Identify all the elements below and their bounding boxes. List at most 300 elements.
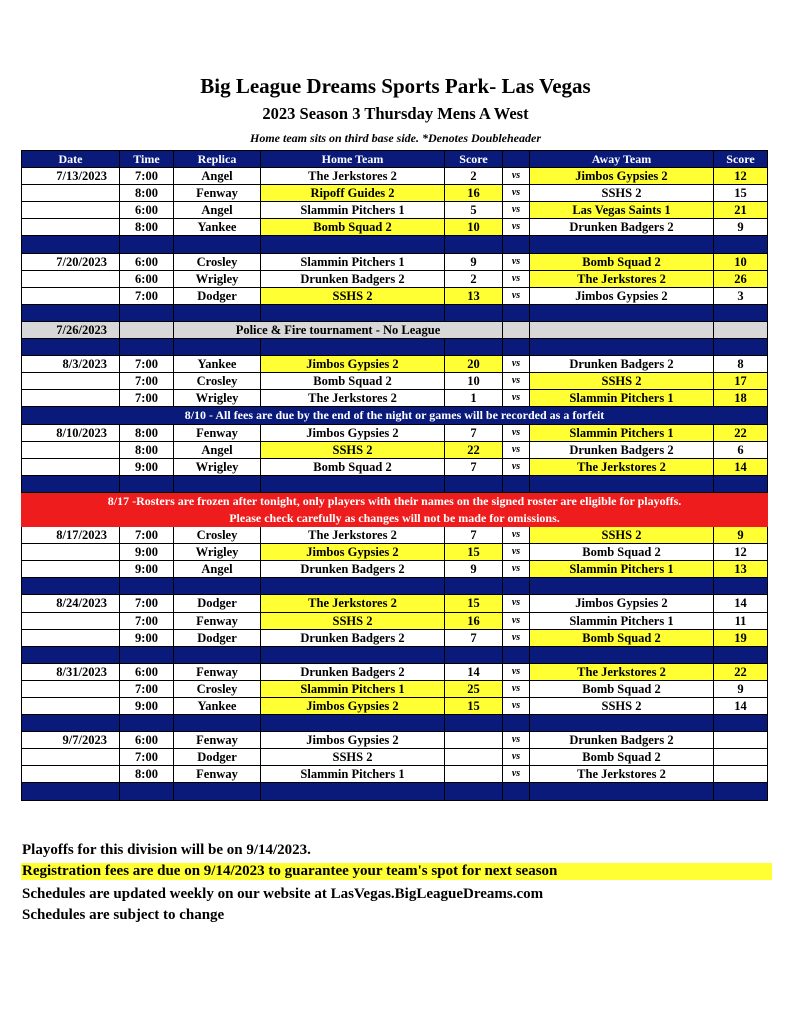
game-date (22, 458, 120, 475)
game-replica-field: Wrigley (174, 270, 261, 287)
separator-cell (714, 715, 768, 732)
separator-cell (714, 646, 768, 663)
page-subtitle: 2023 Season 3 Thursday Mens A West (262, 104, 529, 123)
game-time: 8:00 (120, 424, 174, 441)
away-team: Jimbos Gypsies 2 (530, 168, 714, 185)
home-score: 2 (445, 270, 503, 287)
vs-label: vs (503, 663, 530, 680)
home-team: SSHS 2 (261, 441, 445, 458)
column-header-home-score: Score (445, 151, 503, 168)
game-replica-field: Crosley (174, 253, 261, 270)
separator-cell (120, 475, 174, 492)
separator-cell (530, 715, 714, 732)
separator-cell (174, 578, 261, 595)
game-date (22, 287, 120, 304)
separator-cell (174, 646, 261, 663)
notice-cell (120, 321, 174, 338)
game-row (22, 561, 768, 578)
away-team: Jimbos Gypsies 2 (530, 595, 714, 612)
game-replica-field: Fenway (174, 732, 261, 749)
separator-cell (503, 715, 530, 732)
away-team: SSHS 2 (530, 527, 714, 544)
home-score: 16 (445, 185, 503, 202)
separator-cell (120, 236, 174, 253)
separator-cell (445, 236, 503, 253)
game-replica-field: Fenway (174, 424, 261, 441)
separator-cell (22, 304, 120, 321)
game-date: 8/10/2023 (22, 424, 120, 441)
home-score: 13 (445, 287, 503, 304)
game-replica-field: Wrigley (174, 544, 261, 561)
home-score: 9 (445, 561, 503, 578)
home-score: 14 (445, 663, 503, 680)
game-row (22, 612, 768, 629)
game-row (22, 595, 768, 612)
separator-cell (530, 646, 714, 663)
game-row (22, 629, 768, 646)
separator-cell (261, 304, 445, 321)
away-team: Bomb Squad 2 (530, 544, 714, 561)
vs-label: vs (503, 732, 530, 749)
game-time: 9:00 (120, 544, 174, 561)
away-score: 17 (714, 373, 768, 390)
separator-cell (530, 783, 714, 800)
away-score: 9 (714, 680, 768, 697)
game-row (22, 680, 768, 697)
column-header-time: Time (120, 151, 174, 168)
game-replica-field: Wrigley (174, 390, 261, 407)
notice-date: 7/26/2023 (22, 321, 120, 338)
game-replica-field: Crosley (174, 680, 261, 697)
game-date (22, 766, 120, 783)
separator-cell (22, 475, 120, 492)
home-team: Drunken Badgers 2 (261, 663, 445, 680)
home-score: 7 (445, 458, 503, 475)
away-team: The Jerkstores 2 (530, 766, 714, 783)
vs-label: vs (503, 287, 530, 304)
vs-label: vs (503, 219, 530, 236)
home-team: Slammin Pitchers 1 (261, 680, 445, 697)
roster-alert-row (22, 492, 768, 509)
home-team: Slammin Pitchers 1 (261, 202, 445, 219)
game-time: 7:00 (120, 287, 174, 304)
column-header-replica: Replica (174, 151, 261, 168)
home-team: Drunken Badgers 2 (261, 561, 445, 578)
vs-label: vs (503, 424, 530, 441)
game-row (22, 373, 768, 390)
separator-cell (714, 475, 768, 492)
game-replica-field: Angel (174, 441, 261, 458)
separator-cell (445, 646, 503, 663)
vs-label: vs (503, 390, 530, 407)
separator-cell (530, 304, 714, 321)
fee-notice-row (22, 407, 768, 424)
game-time: 8:00 (120, 185, 174, 202)
column-header-home-team: Home Team (261, 151, 445, 168)
game-date (22, 390, 120, 407)
home-score: 25 (445, 680, 503, 697)
separator-cell (714, 578, 768, 595)
game-row (22, 663, 768, 680)
game-replica-field: Yankee (174, 219, 261, 236)
change-note: Schedules are subject to change (22, 907, 225, 923)
home-team: Jimbos Gypsies 2 (261, 424, 445, 441)
website-note: Schedules are updated weekly on our website at LasVegas.BigLeagueDreams.com (22, 886, 544, 902)
game-time: 9:00 (120, 698, 174, 715)
away-score: 10 (714, 253, 768, 270)
roster-alert-text: 8/17 -Rosters are frozen after tonight, only players with their names on the signed roster are eligible for playoffs. (22, 492, 768, 509)
away-score: 9 (714, 219, 768, 236)
vs-label: vs (503, 185, 530, 202)
separator-cell (714, 236, 768, 253)
game-row (22, 253, 768, 270)
game-time: 7:00 (120, 612, 174, 629)
away-score: 22 (714, 424, 768, 441)
home-team: Jimbos Gypsies 2 (261, 698, 445, 715)
separator-cell (22, 783, 120, 800)
separator-cell (714, 783, 768, 800)
game-replica-field: Angel (174, 168, 261, 185)
separator-cell (261, 715, 445, 732)
separator-cell (261, 646, 445, 663)
game-time: 8:00 (120, 441, 174, 458)
away-score: 14 (714, 698, 768, 715)
game-row (22, 544, 768, 561)
game-replica-field: Angel (174, 561, 261, 578)
home-score: 20 (445, 356, 503, 373)
separator-cell (503, 475, 530, 492)
game-replica-field: Fenway (174, 185, 261, 202)
away-score: 22 (714, 663, 768, 680)
home-team: The Jerkstores 2 (261, 527, 445, 544)
separator-cell (714, 304, 768, 321)
home-score (445, 749, 503, 766)
separator-cell (445, 715, 503, 732)
away-team: Slammin Pitchers 1 (530, 390, 714, 407)
away-team: Slammin Pitchers 1 (530, 561, 714, 578)
game-row (22, 732, 768, 749)
away-team: Drunken Badgers 2 (530, 356, 714, 373)
registration-note: Registration fees are due on 9/14/2023 to guarantee your team's spot for next season (21, 863, 772, 880)
away-score: 3 (714, 287, 768, 304)
away-score: 13 (714, 561, 768, 578)
separator-cell (445, 783, 503, 800)
home-team: Ripoff Guides 2 (261, 185, 445, 202)
game-replica-field: Fenway (174, 663, 261, 680)
game-row (22, 185, 768, 202)
vs-label: vs (503, 595, 530, 612)
separator-cell (22, 236, 120, 253)
home-score: 1 (445, 390, 503, 407)
game-replica-field: Angel (174, 202, 261, 219)
away-score: 14 (714, 458, 768, 475)
separator-cell (261, 236, 445, 253)
home-team: SSHS 2 (261, 612, 445, 629)
away-score: 21 (714, 202, 768, 219)
game-date (22, 749, 120, 766)
away-score: 26 (714, 270, 768, 287)
separator-cell (120, 304, 174, 321)
separator-cell (445, 578, 503, 595)
game-replica-field: Fenway (174, 612, 261, 629)
away-score: 12 (714, 544, 768, 561)
home-team: The Jerkstores 2 (261, 595, 445, 612)
game-replica-field: Crosley (174, 373, 261, 390)
game-replica-field: Dodger (174, 749, 261, 766)
game-time: 6:00 (120, 202, 174, 219)
separator-cell (174, 475, 261, 492)
separator-cell (261, 475, 445, 492)
separator-cell (120, 783, 174, 800)
separator-cell (22, 646, 120, 663)
home-team: Slammin Pitchers 1 (261, 253, 445, 270)
away-team: SSHS 2 (530, 373, 714, 390)
separator-cell (503, 339, 530, 356)
vs-label: vs (503, 561, 530, 578)
away-team: The Jerkstores 2 (530, 663, 714, 680)
game-date (22, 561, 120, 578)
home-score (445, 732, 503, 749)
away-team: Jimbos Gypsies 2 (530, 287, 714, 304)
schedule-table (21, 150, 768, 801)
game-row (22, 766, 768, 783)
game-row (22, 168, 768, 185)
vs-label: vs (503, 253, 530, 270)
away-team: Bomb Squad 2 (530, 629, 714, 646)
page-note: Home team sits on third base side. *Denotes Doubleheader (250, 131, 541, 145)
home-team: Jimbos Gypsies 2 (261, 356, 445, 373)
away-team: Las Vegas Saints 1 (530, 202, 714, 219)
game-replica-field: Fenway (174, 766, 261, 783)
away-score: 18 (714, 390, 768, 407)
away-team: Slammin Pitchers 1 (530, 424, 714, 441)
no-league-row (22, 321, 768, 338)
game-time: 7:00 (120, 680, 174, 697)
notice-cell (714, 321, 768, 338)
separator-cell (120, 578, 174, 595)
game-row (22, 458, 768, 475)
game-time: 9:00 (120, 629, 174, 646)
week-separator-row (22, 783, 768, 800)
vs-label: vs (503, 441, 530, 458)
home-score: 15 (445, 698, 503, 715)
vs-label: vs (503, 168, 530, 185)
away-team: Drunken Badgers 2 (530, 441, 714, 458)
game-date: 7/20/2023 (22, 253, 120, 270)
separator-cell (503, 578, 530, 595)
away-score: 6 (714, 441, 768, 458)
game-date (22, 544, 120, 561)
game-date (22, 202, 120, 219)
separator-cell (174, 339, 261, 356)
game-row (22, 356, 768, 373)
game-time: 8:00 (120, 219, 174, 236)
column-header-away-team: Away Team (530, 151, 714, 168)
separator-cell (120, 646, 174, 663)
separator-cell (261, 783, 445, 800)
game-time: 7:00 (120, 390, 174, 407)
home-team: Bomb Squad 2 (261, 219, 445, 236)
game-date (22, 441, 120, 458)
away-team: Bomb Squad 2 (530, 680, 714, 697)
game-time: 6:00 (120, 270, 174, 287)
home-team: Jimbos Gypsies 2 (261, 544, 445, 561)
game-time: 7:00 (120, 373, 174, 390)
week-separator-row (22, 475, 768, 492)
away-team: SSHS 2 (530, 698, 714, 715)
home-score (445, 766, 503, 783)
separator-cell (530, 475, 714, 492)
game-date: 8/24/2023 (22, 595, 120, 612)
vs-label: vs (503, 698, 530, 715)
separator-cell (503, 646, 530, 663)
game-time: 6:00 (120, 253, 174, 270)
away-team: Drunken Badgers 2 (530, 219, 714, 236)
home-team: Jimbos Gypsies 2 (261, 732, 445, 749)
home-score: 22 (445, 441, 503, 458)
page-title: Big League Dreams Sports Park- Las Vegas (200, 74, 591, 98)
notice-text: Police & Fire tournament - No League (174, 321, 503, 338)
game-replica-field: Dodger (174, 595, 261, 612)
separator-cell (503, 236, 530, 253)
away-score: 8 (714, 356, 768, 373)
game-row (22, 202, 768, 219)
column-header-away-score: Score (714, 151, 768, 168)
home-score: 5 (445, 202, 503, 219)
vs-label: vs (503, 680, 530, 697)
week-separator-row (22, 715, 768, 732)
vs-label: vs (503, 749, 530, 766)
game-row (22, 287, 768, 304)
game-time: 7:00 (120, 595, 174, 612)
separator-cell (503, 304, 530, 321)
game-row (22, 390, 768, 407)
separator-cell (714, 339, 768, 356)
playoffs-note: Playoffs for this division will be on 9/14/2023. (22, 842, 311, 858)
away-score: 15 (714, 185, 768, 202)
away-team: Slammin Pitchers 1 (530, 612, 714, 629)
vs-label: vs (503, 527, 530, 544)
away-score: 11 (714, 612, 768, 629)
home-team: SSHS 2 (261, 287, 445, 304)
header-row (22, 151, 768, 168)
separator-cell (174, 783, 261, 800)
separator-cell (445, 475, 503, 492)
home-team: The Jerkstores 2 (261, 390, 445, 407)
away-team: The Jerkstores 2 (530, 458, 714, 475)
separator-cell (261, 578, 445, 595)
game-time: 6:00 (120, 663, 174, 680)
away-score (714, 766, 768, 783)
game-time: 7:00 (120, 749, 174, 766)
game-date (22, 219, 120, 236)
away-team: Bomb Squad 2 (530, 749, 714, 766)
week-separator-row (22, 646, 768, 663)
home-score: 15 (445, 544, 503, 561)
home-score: 15 (445, 595, 503, 612)
away-score: 14 (714, 595, 768, 612)
home-score: 7 (445, 629, 503, 646)
game-row (22, 270, 768, 287)
away-team: SSHS 2 (530, 185, 714, 202)
roster-alert-text: Please check carefully as changes will not be made for omissions. (22, 509, 768, 526)
column-header-date: Date (22, 151, 120, 168)
game-date: 9/7/2023 (22, 732, 120, 749)
game-date (22, 612, 120, 629)
notice-cell (503, 321, 530, 338)
away-score: 9 (714, 527, 768, 544)
home-team: Drunken Badgers 2 (261, 270, 445, 287)
separator-cell (120, 715, 174, 732)
vs-label: vs (503, 270, 530, 287)
vs-label: vs (503, 373, 530, 390)
game-date (22, 373, 120, 390)
home-team: SSHS 2 (261, 749, 445, 766)
home-score: 2 (445, 168, 503, 185)
separator-cell (530, 236, 714, 253)
separator-cell (503, 783, 530, 800)
separator-cell (174, 304, 261, 321)
game-date: 8/3/2023 (22, 356, 120, 373)
game-date (22, 185, 120, 202)
roster-alert-row (22, 509, 768, 526)
separator-cell (22, 339, 120, 356)
game-time: 7:00 (120, 168, 174, 185)
game-replica-field: Crosley (174, 527, 261, 544)
game-row (22, 219, 768, 236)
home-score: 10 (445, 219, 503, 236)
separator-cell (261, 339, 445, 356)
game-date (22, 629, 120, 646)
game-replica-field: Dodger (174, 287, 261, 304)
separator-cell (174, 715, 261, 732)
home-team: Bomb Squad 2 (261, 458, 445, 475)
separator-cell (445, 304, 503, 321)
vs-label: vs (503, 356, 530, 373)
week-separator-row (22, 339, 768, 356)
vs-label: vs (503, 458, 530, 475)
home-team: Drunken Badgers 2 (261, 629, 445, 646)
away-score (714, 732, 768, 749)
home-score: 7 (445, 527, 503, 544)
game-time: 7:00 (120, 527, 174, 544)
home-score: 16 (445, 612, 503, 629)
game-replica-field: Yankee (174, 698, 261, 715)
home-team: The Jerkstores 2 (261, 168, 445, 185)
game-time: 7:00 (120, 356, 174, 373)
game-time: 6:00 (120, 732, 174, 749)
away-team: Bomb Squad 2 (530, 253, 714, 270)
home-score: 7 (445, 424, 503, 441)
game-date: 7/13/2023 (22, 168, 120, 185)
away-score (714, 749, 768, 766)
game-row (22, 441, 768, 458)
column-header-vs (503, 151, 530, 168)
week-separator-row (22, 304, 768, 321)
notice-cell (530, 321, 714, 338)
separator-cell (445, 339, 503, 356)
separator-cell (530, 339, 714, 356)
home-team: Bomb Squad 2 (261, 373, 445, 390)
game-date (22, 698, 120, 715)
game-replica-field: Wrigley (174, 458, 261, 475)
away-score: 12 (714, 168, 768, 185)
vs-label: vs (503, 544, 530, 561)
game-row (22, 424, 768, 441)
away-team: The Jerkstores 2 (530, 270, 714, 287)
home-score: 9 (445, 253, 503, 270)
game-replica-field: Yankee (174, 356, 261, 373)
